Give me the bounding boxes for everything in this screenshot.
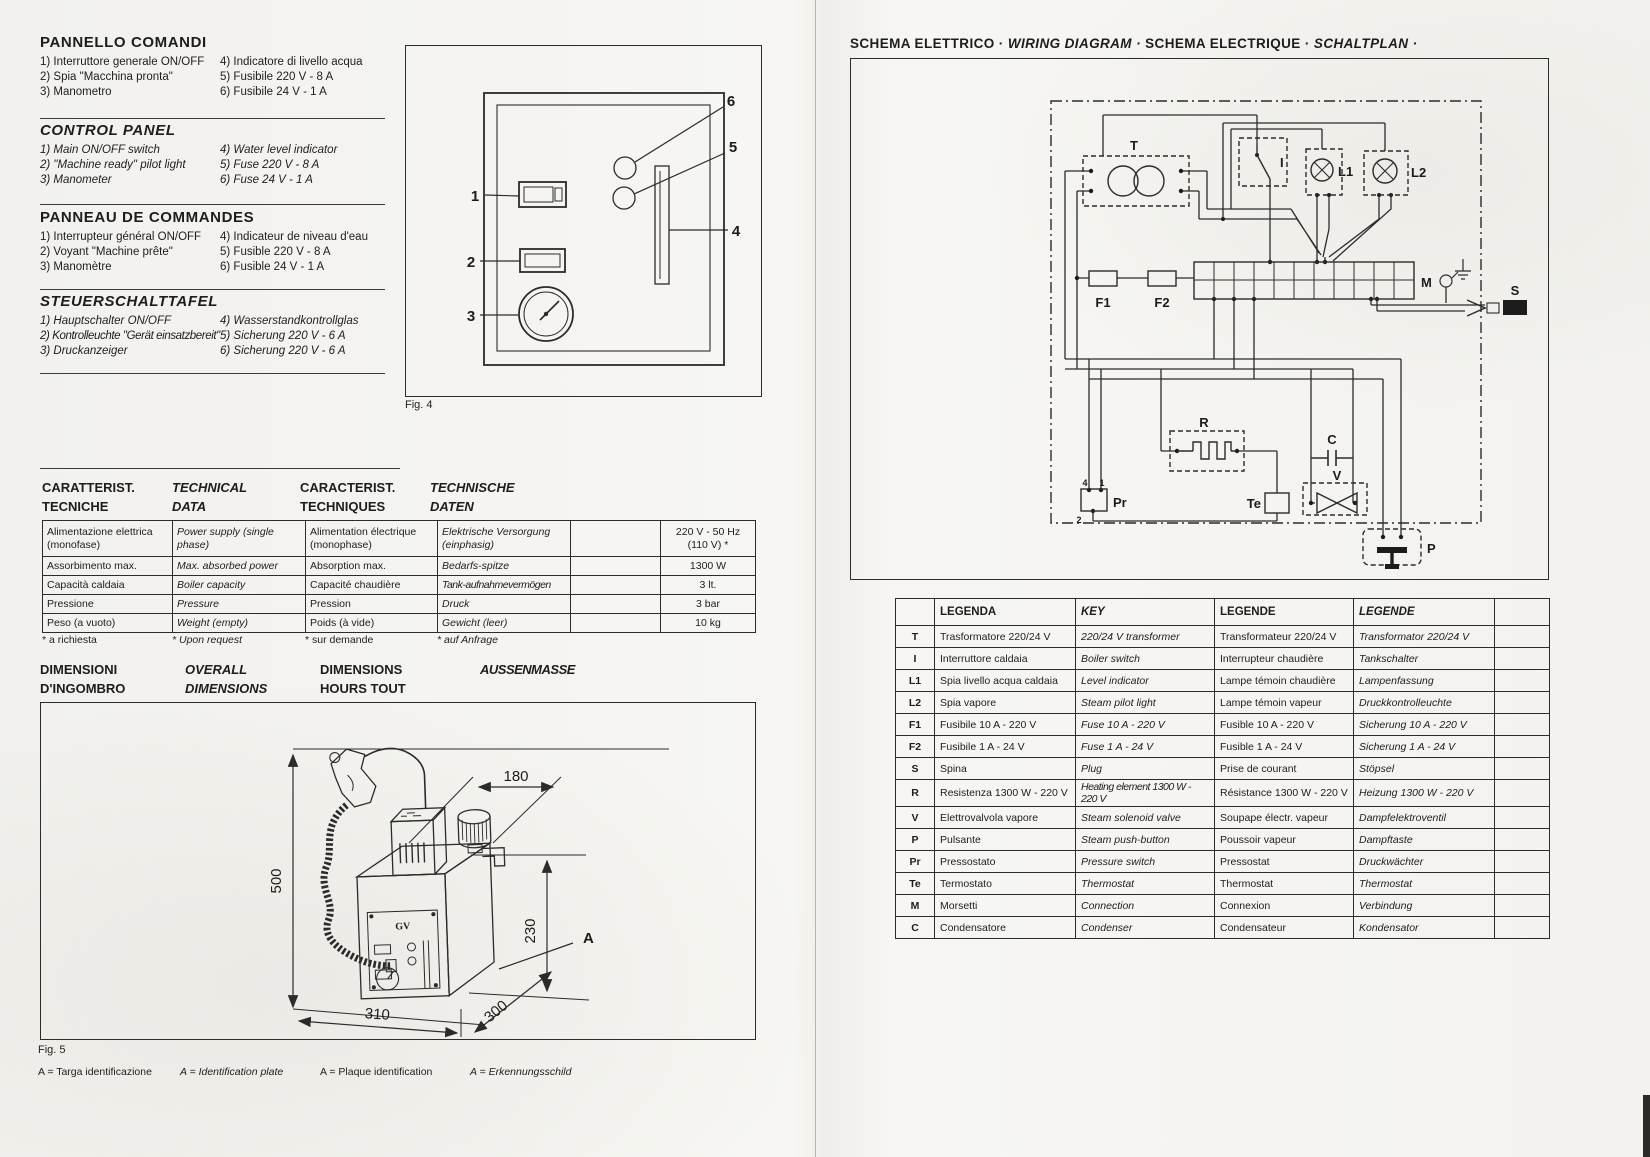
list-item: 4) Indicatore di livello acqua	[220, 56, 363, 68]
tech-header-de: TECHNISCHE DATEN	[430, 480, 515, 514]
legend-row	[896, 692, 1550, 714]
legend-de: Sicherung 1 A - 24 V	[1354, 736, 1495, 758]
dims-header-de: AUSSENMASSE	[480, 662, 575, 677]
section-panneau-de-commandes	[40, 209, 390, 273]
table-row	[43, 557, 756, 576]
list-item: 1) Hauptschalter ON/OFF	[40, 315, 172, 327]
legend-it: Spina	[935, 758, 1076, 780]
cell-fr: Poids (à vide)	[306, 614, 438, 633]
cell-fr: Alimentation électrique (monophase)	[306, 521, 438, 557]
legend-de: Tankschalter	[1354, 648, 1495, 670]
title-part-it: SCHEMA ELETTRICO ·	[850, 36, 1004, 51]
legend-empty	[1495, 851, 1550, 873]
list-item: 6) Sicherung 220 V - 6 A	[220, 345, 346, 357]
list-item: 6) Fusibile 24 V - 1 A	[220, 86, 327, 98]
fig5-dim-300: 300	[481, 996, 512, 1027]
section-steuerschalttafel	[40, 293, 390, 357]
legend-symbol: F2	[896, 736, 935, 758]
fig5-dim-180: 180	[503, 768, 529, 785]
footnote-de: * auf Anfrage	[437, 634, 498, 646]
legend-en: Steam pilot light	[1076, 692, 1215, 714]
wiring-diagram-box	[850, 58, 1549, 580]
label-thermostat: Te	[1246, 496, 1261, 511]
legend-symbol: I	[896, 648, 935, 670]
cell-de: Druck	[438, 595, 571, 614]
label-plug: S	[1510, 283, 1520, 298]
cell-it: Peso (a vuoto)	[43, 614, 173, 633]
control-panel-drawing	[406, 46, 761, 396]
cell-de: Elektrische Versorgung (einphasig)	[438, 521, 571, 557]
label-fuse-f2: F2	[1154, 295, 1170, 310]
footnote-en: * Upon request	[172, 634, 243, 646]
legend-en: Pressure switch	[1076, 851, 1215, 873]
legend-row	[896, 873, 1550, 895]
legend-en: Boiler switch	[1076, 648, 1215, 670]
legend-row	[896, 895, 1550, 917]
cell-value: 220 V - 50 Hz (110 V) *	[661, 521, 756, 557]
list-item: 1) Interruttore generale ON/OFF	[40, 56, 205, 68]
label-switch: I	[1280, 155, 1284, 170]
legend-symbol: Pr	[896, 851, 935, 873]
legend-en: Steam push-button	[1076, 829, 1215, 851]
section-title-fr: PANNEAU DE COMMANDES	[40, 209, 255, 226]
figure-5-box	[40, 702, 756, 1040]
legend-it: Elettrovalvola vapore	[935, 807, 1076, 829]
cell-value: 3 bar	[661, 595, 756, 614]
legend-table	[895, 598, 1550, 939]
footnote-fr: * sur demande	[305, 634, 374, 646]
footnote-it: * a richiesta	[42, 634, 97, 646]
legend-en: Connection	[1076, 895, 1215, 917]
cell-en: Weight (empty)	[173, 614, 306, 633]
legend-en: Steam solenoid valve	[1076, 807, 1215, 829]
figure-4-caption: Fig. 4	[405, 399, 433, 411]
section-control-panel	[40, 122, 390, 186]
legend-header-fr: LEGENDE	[1215, 599, 1354, 626]
cell-fr: Pression	[306, 595, 438, 614]
list-item: 6) Fusible 24 V - 1 A	[220, 261, 325, 273]
cell-fr: Capacité chaudière	[306, 576, 438, 595]
legend-header-empty	[1495, 599, 1550, 626]
legend-it: Spia livello acqua caldaia	[935, 670, 1076, 692]
legend-fr: Lampe témoin chaudière	[1215, 670, 1354, 692]
legend-en: Plug	[1076, 758, 1215, 780]
legend-row	[896, 807, 1550, 829]
cell-value: 3 lt.	[661, 576, 756, 595]
legend-symbol: V	[896, 807, 935, 829]
cell-value: 1300 W	[661, 557, 756, 576]
list-item: 1) Main ON/OFF switch	[40, 144, 160, 156]
legend-empty	[1495, 670, 1550, 692]
legend-symbol: S	[896, 758, 935, 780]
legend-symbol: L2	[896, 692, 935, 714]
legend-fr: Fusible 10 A - 220 V	[1215, 714, 1354, 736]
cell-empty	[571, 595, 661, 614]
machine-dimensions-drawing	[41, 703, 755, 1039]
figure-4-box	[405, 45, 762, 397]
legend-empty	[1495, 917, 1550, 939]
technical-data-table	[42, 520, 756, 633]
legend-fr: Soupape électr. vapeur	[1215, 807, 1354, 829]
fig4-callout-3: 3	[466, 308, 476, 325]
legend-row	[896, 626, 1550, 648]
label-pr-terminal-4: 4	[1082, 478, 1088, 488]
legend-row	[896, 780, 1550, 807]
legend-header-en: KEY	[1076, 599, 1215, 626]
fig5-dim-500: 500	[268, 868, 285, 894]
legend-fr: Résistance 1300 W - 220 V	[1215, 780, 1354, 807]
fig4-callout-1: 1	[470, 188, 480, 205]
legend-de: Stöpsel	[1354, 758, 1495, 780]
legend-row	[896, 714, 1550, 736]
legend-symbol: L1	[896, 670, 935, 692]
legend-fr: Fusible 1 A - 24 V	[1215, 736, 1354, 758]
label-pr-terminal-2: 2	[1076, 515, 1082, 525]
legend-empty	[1495, 829, 1550, 851]
cell-empty	[571, 576, 661, 595]
legend-symbol: F1	[896, 714, 935, 736]
dims-header-en: OVERALL DIMENSIONS	[185, 662, 268, 696]
legend-en: Heating element 1300 W - 220 V	[1076, 780, 1215, 807]
legend-empty	[1495, 736, 1550, 758]
label-push-button: P	[1427, 541, 1436, 556]
tech-header-fr: CARACTERIST. TECHNIQUES	[300, 480, 396, 514]
figure-5-caption: Fig. 5	[38, 1044, 66, 1056]
legend-header-row	[896, 599, 1550, 626]
legend-row	[896, 758, 1550, 780]
legend-empty	[1495, 895, 1550, 917]
fig5-dim-230: 230	[522, 918, 539, 944]
legend-en: Thermostat	[1076, 873, 1215, 895]
plate-note-fr: A = Plaque identification	[320, 1066, 433, 1078]
section-divider	[40, 118, 385, 119]
legend-en: Condenser	[1076, 917, 1215, 939]
cell-en: Max. absorbed power	[173, 557, 306, 576]
legend-symbol: T	[896, 626, 935, 648]
label-pressure-switch: Pr	[1113, 495, 1127, 510]
legend-en: Fuse 1 A - 24 V	[1076, 736, 1215, 758]
section-divider	[40, 289, 385, 290]
table-row	[43, 595, 756, 614]
legend-empty	[1495, 807, 1550, 829]
legend-symbol: M	[896, 895, 935, 917]
list-item: 2) Kontrolleuchte "Gerät einsatzbereit"	[40, 330, 220, 342]
legend-de: Dampftaste	[1354, 829, 1495, 851]
list-item: 1) Interrupteur général ON/OFF	[40, 231, 202, 243]
legend-it: Trasformatore 220/24 V	[935, 626, 1076, 648]
label-condenser: C	[1327, 432, 1337, 447]
list-item: 3) Manometro	[40, 86, 112, 98]
table-row	[43, 614, 756, 633]
legend-empty	[1495, 626, 1550, 648]
legend-header-de: LEGENDE	[1354, 599, 1495, 626]
tech-header-en: TECHNICAL DATA	[172, 480, 248, 514]
legend-fr: Prise de courant	[1215, 758, 1354, 780]
section-title-it: PANNELLO COMANDI	[40, 34, 207, 51]
scan-edge-artifact	[1643, 1095, 1650, 1157]
legend-it: Termostato	[935, 873, 1076, 895]
legend-fr: Condensateur	[1215, 917, 1354, 939]
label-valve: V	[1332, 468, 1342, 483]
list-item: 4) Wasserstandkontrollglas	[220, 315, 359, 327]
fig5-gv-logo: GV	[395, 921, 411, 933]
cell-empty	[571, 521, 661, 557]
section-title-en: CONTROL PANEL	[40, 122, 176, 139]
label-transformer: T	[1130, 138, 1138, 153]
list-item: 5) Fusibile 220 V - 8 A	[220, 71, 334, 83]
wiring-diagram	[851, 59, 1548, 579]
legend-empty	[1495, 780, 1550, 807]
cell-en: Boiler capacity	[173, 576, 306, 595]
list-item: 3) Druckanzeiger	[40, 345, 128, 357]
cell-empty	[571, 557, 661, 576]
list-item: 4) Indicateur de niveau d'eau	[220, 231, 368, 243]
legend-header-sym	[896, 599, 935, 626]
legend-it: Pulsante	[935, 829, 1076, 851]
table-row	[43, 521, 756, 557]
label-lamp-l2: L2	[1411, 165, 1427, 180]
legend-symbol: P	[896, 829, 935, 851]
section-divider	[40, 373, 385, 374]
legend-fr: Transformateur 220/24 V	[1215, 626, 1354, 648]
cell-de: Gewicht (leer)	[438, 614, 571, 633]
legend-symbol: Te	[896, 873, 935, 895]
legend-it: Fusibile 10 A - 220 V	[935, 714, 1076, 736]
legend-row	[896, 648, 1550, 670]
table-row	[43, 576, 756, 595]
plate-note-en: A = Identification plate	[180, 1066, 284, 1078]
list-item: 5) Fusible 220 V - 8 A	[220, 246, 331, 258]
fig4-callout-6: 6	[726, 93, 736, 110]
list-item: 5) Sicherung 220 V - 6 A	[220, 330, 346, 342]
legend-de: Verbindung	[1354, 895, 1495, 917]
legend-fr: Interrupteur chaudière	[1215, 648, 1354, 670]
section-divider	[40, 468, 400, 469]
legend-empty	[1495, 758, 1550, 780]
cell-de: Tank-aufnahmevermögen	[438, 576, 571, 595]
legend-row	[896, 851, 1550, 873]
legend-row	[896, 917, 1550, 939]
legend-de: Sicherung 10 A - 220 V	[1354, 714, 1495, 736]
label-lamp-l1: L1	[1338, 164, 1354, 179]
legend-row	[896, 829, 1550, 851]
legend-empty	[1495, 714, 1550, 736]
legend-empty	[1495, 648, 1550, 670]
legend-de: Transformator 220/24 V	[1354, 626, 1495, 648]
section-divider	[40, 204, 385, 205]
legend-header-it: LEGENDA	[935, 599, 1076, 626]
legend-it: Resistenza 1300 W - 220 V	[935, 780, 1076, 807]
cell-en: Pressure	[173, 595, 306, 614]
legend-de: Thermostat	[1354, 873, 1495, 895]
legend-en: Fuse 10 A - 220 V	[1076, 714, 1215, 736]
label-pr-terminal-1: 1	[1099, 478, 1105, 488]
list-item: 5) Fuse 220 V - 8 A	[220, 159, 320, 171]
list-item: 2) Voyant "Machine prête"	[40, 246, 173, 258]
fig5-dim-310: 310	[364, 1005, 391, 1024]
label-heater: R	[1199, 415, 1209, 430]
fig4-callout-4: 4	[731, 223, 741, 240]
wiring-diagram-title	[850, 36, 1417, 51]
legend-de: Heizung 1300 W - 220 V	[1354, 780, 1495, 807]
cell-de: Bedarfs-spitze	[438, 557, 571, 576]
cell-it: Pressione	[43, 595, 173, 614]
title-part-en: WIRING DIAGRAM ·	[1007, 36, 1141, 51]
label-fuse-f1: F1	[1095, 295, 1111, 310]
dims-header-fr: DIMENSIONS HOURS TOUT	[320, 662, 406, 696]
legend-de: Dampfelektroventil	[1354, 807, 1495, 829]
legend-fr: Poussoir vapeur	[1215, 829, 1354, 851]
legend-de: Kondensator	[1354, 917, 1495, 939]
section-title-de: STEUERSCHALTTAFEL	[40, 293, 218, 310]
legend-de: Druckkontrolleuchte	[1354, 692, 1495, 714]
fig4-callout-2: 2	[466, 254, 476, 271]
legend-en: 220/24 V transformer	[1076, 626, 1215, 648]
list-item: 6) Fuse 24 V - 1 A	[220, 174, 313, 186]
page-fold-line	[815, 0, 816, 1157]
legend-fr: Connexion	[1215, 895, 1354, 917]
legend-row	[896, 736, 1550, 758]
list-item: 2) "Machine ready" pilot light	[40, 159, 186, 171]
dims-header-it: DIMENSIONI D'INGOMBRO	[40, 662, 126, 696]
list-item: 4) Water level indicator	[220, 144, 338, 156]
legend-it: Spia vapore	[935, 692, 1076, 714]
tech-header-it: CARATTERIST. TECNICHE	[42, 480, 135, 514]
legend-de: Lampenfassung	[1354, 670, 1495, 692]
title-part-de: SCHALTPLAN ·	[1313, 36, 1418, 51]
legend-symbol: R	[896, 780, 935, 807]
legend-it: Fusibile 1 A - 24 V	[935, 736, 1076, 758]
plate-note-it: A = Targa identificazione	[38, 1066, 152, 1078]
section-pannello-comandi	[40, 34, 390, 98]
cell-en: Power supply (single phase)	[173, 521, 306, 557]
cell-it: Assorbimento max.	[43, 557, 173, 576]
legend-de: Druckwächter	[1354, 851, 1495, 873]
legend-fr: Thermostat	[1215, 873, 1354, 895]
list-item: 3) Manometer	[40, 174, 112, 186]
legend-it: Condensatore	[935, 917, 1076, 939]
legend-empty	[1495, 873, 1550, 895]
label-terminals: M	[1421, 275, 1432, 290]
cell-it: Capacità caldaia	[43, 576, 173, 595]
legend-it: Interruttore caldaia	[935, 648, 1076, 670]
legend-it: Pressostato	[935, 851, 1076, 873]
legend-empty	[1495, 692, 1550, 714]
legend-it: Morsetti	[935, 895, 1076, 917]
legend-fr: Lampe témoin vapeur	[1215, 692, 1354, 714]
legend-row	[896, 670, 1550, 692]
fig5-callout-a: A	[583, 930, 594, 947]
legend-fr: Pressostat	[1215, 851, 1354, 873]
plate-note-de: A = Erkennungsschild	[470, 1066, 572, 1078]
cell-value: 10 kg	[661, 614, 756, 633]
list-item: 3) Manomètre	[40, 261, 112, 273]
fig4-callout-5: 5	[728, 139, 738, 156]
title-part-fr: SCHEMA ELECTRIQUE ·	[1145, 36, 1310, 51]
cell-it: Alimentazione elettrica (monofase)	[43, 521, 173, 557]
legend-symbol: C	[896, 917, 935, 939]
list-item: 2) Spia "Macchina pronta"	[40, 71, 173, 83]
legend-en: Level indicator	[1076, 670, 1215, 692]
cell-empty	[571, 614, 661, 633]
cell-fr: Absorption max.	[306, 557, 438, 576]
